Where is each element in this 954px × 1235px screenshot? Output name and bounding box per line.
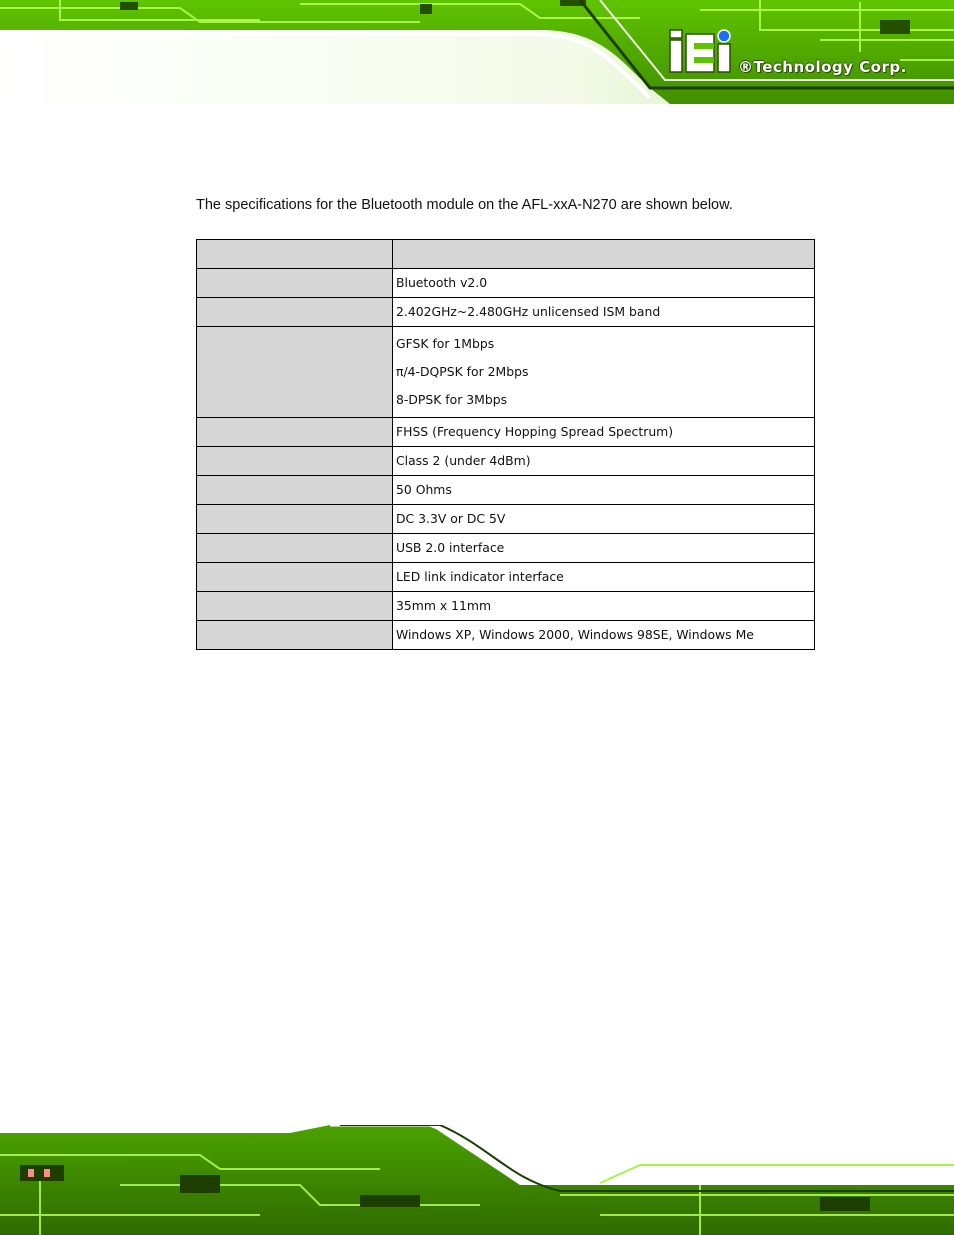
header-circuit-banner: [0, 0, 954, 112]
spec-label-cell: [197, 534, 393, 563]
spec-label-cell: [197, 621, 393, 650]
spec-value-cell: [393, 505, 815, 534]
spec-value-line: Class 2 (under 4dBm): [396, 453, 531, 468]
footer-circuit-banner: [0, 1125, 954, 1235]
spec-label-cell: [197, 298, 393, 327]
table-row: [197, 476, 815, 505]
spec-value-line: 35mm x 11mm: [396, 598, 492, 613]
table-row: [197, 534, 815, 563]
table-header-cell: [197, 240, 393, 269]
table-row: [197, 269, 815, 298]
spec-label-cell: [197, 592, 393, 621]
spec-value-cell: [393, 592, 815, 621]
table-row: [197, 447, 815, 476]
table-row: [197, 563, 815, 592]
table-header-cell: [393, 240, 815, 269]
spec-value-line: GFSK for 1Mbps: [396, 336, 495, 351]
table-row: [197, 327, 815, 418]
spec-value-cell: [393, 447, 815, 476]
spec-value-line: 8-DPSK for 3Mbps: [396, 392, 508, 407]
spec-value-cell: [393, 269, 815, 298]
spec-value-line: 2.402GHz~2.480GHz unlicensed ISM band: [396, 304, 661, 319]
spec-value-cell: [393, 327, 815, 418]
bluetooth-spec-table: [196, 239, 815, 650]
spec-value-line: π/4-DQPSK for 2Mbps: [396, 364, 529, 379]
spec-label-cell: [197, 476, 393, 505]
spec-label-cell: [197, 418, 393, 447]
spec-value-cell: [393, 418, 815, 447]
spec-label-cell: [197, 327, 393, 418]
spec-label-cell: [197, 269, 393, 298]
spec-value-cell: [393, 534, 815, 563]
spec-label-cell: [197, 505, 393, 534]
table-row: [197, 418, 815, 447]
spec-value-cell: [393, 476, 815, 505]
spec-value-line: Windows XP, Windows 2000, Windows 98SE, Windows Me: [396, 627, 754, 642]
spec-value-cell: [393, 298, 815, 327]
intro-paragraph: The specifications for the Bluetooth module on the AFL-xxA-N270 are shown below.: [196, 197, 733, 213]
spec-value-line: FHSS (Frequency Hopping Spread Spectrum): [396, 424, 674, 439]
spec-value-line: USB 2.0 interface: [396, 540, 505, 555]
table-row: [197, 621, 815, 650]
spec-value-line: DC 3.3V or DC 5V: [396, 511, 506, 526]
spec-value-line: LED link indicator interface: [396, 569, 564, 584]
spec-value-cell: [393, 563, 815, 592]
spec-label-cell: [197, 447, 393, 476]
table-header-row: [197, 240, 815, 269]
table-row: [197, 592, 815, 621]
spec-label-cell: [197, 563, 393, 592]
spec-value-line: Bluetooth v2.0: [396, 275, 488, 290]
spec-value-cell: [393, 621, 815, 650]
table-row: [197, 505, 815, 534]
spec-value-line: 50 Ohms: [396, 482, 452, 497]
logo-tagline: ®Technology Corp.: [738, 58, 907, 76]
table-row: [197, 298, 815, 327]
iei-logo-icon: [668, 28, 734, 74]
